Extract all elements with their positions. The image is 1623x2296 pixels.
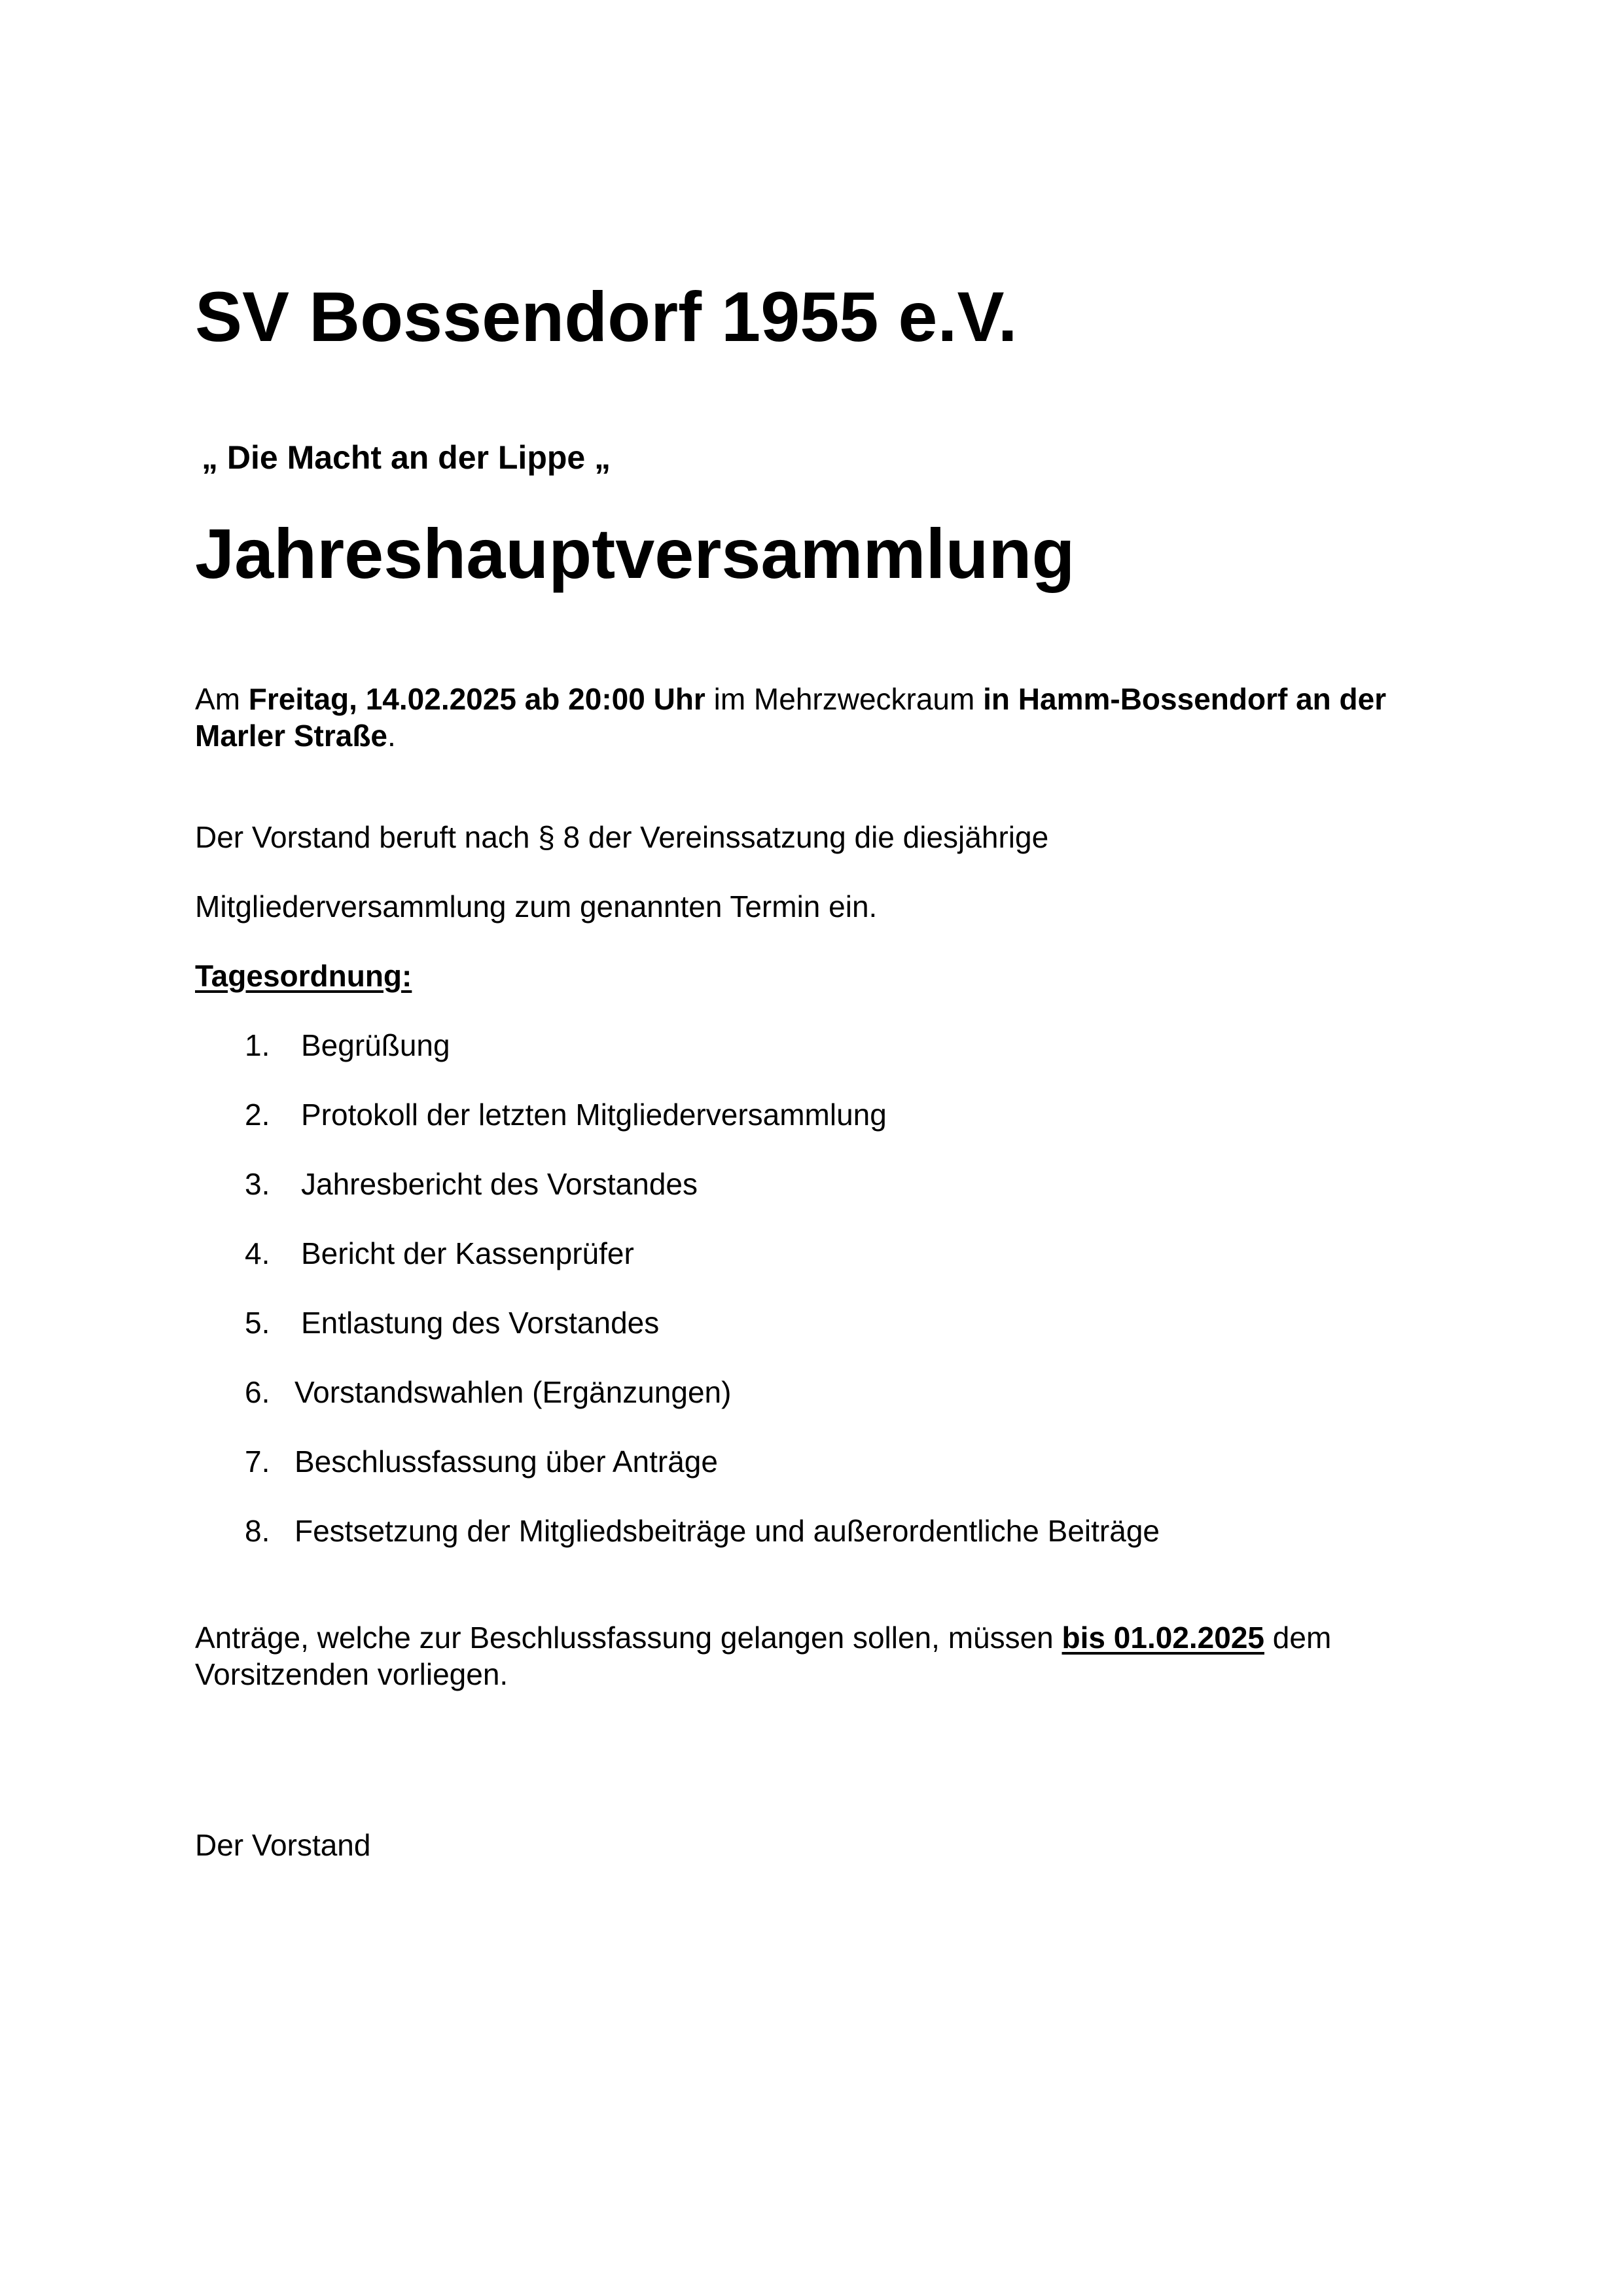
agenda-item-text: Jahresbericht des Vorstandes bbox=[301, 1167, 698, 1201]
agenda-item-number: 3. bbox=[245, 1167, 270, 1201]
agenda-item-text: Entlastung des Vorstandes bbox=[301, 1306, 660, 1340]
signature: Der Vorstand bbox=[195, 1828, 371, 1862]
meeting-date-time: Freitag, 14.02.2025 ab 20:00 Uhr bbox=[248, 682, 705, 716]
club-name: SV Bossendorf 1955 e.V. bbox=[195, 277, 1018, 356]
agenda-item-number: 6. bbox=[245, 1375, 270, 1409]
agenda-heading: Tagesordnung: bbox=[195, 959, 412, 993]
deadline-suffix: dem Vorsitzenden vorliegen. bbox=[195, 1621, 1332, 1691]
agenda-item-text: Vorstandswahlen (Ergänzungen) bbox=[294, 1375, 732, 1409]
agenda-item-text: Festsetzung der Mitgliedsbeiträge und außerordentliche Beiträge bbox=[294, 1514, 1160, 1548]
meeting-suffix: . bbox=[387, 719, 396, 753]
statement-line-2: Mitgliederversammlung zum genannten Termin ein. bbox=[195, 889, 878, 924]
agenda-item-text: Begrüßung bbox=[301, 1028, 450, 1062]
agenda-item-text: Beschlussfassung über Anträge bbox=[294, 1444, 718, 1479]
agenda-item-text: Bericht der Kassenprüfer bbox=[301, 1236, 634, 1270]
statement-line-1: Der Vorstand beruft nach § 8 der Vereinssatzung die diesjährige bbox=[195, 820, 1049, 854]
deadline-date: bis 01.02.2025 bbox=[1061, 1621, 1265, 1655]
club-motto: „ Die Macht an der Lippe „ bbox=[202, 439, 611, 476]
agenda-item-number: 1. bbox=[245, 1028, 270, 1062]
meeting-location: in Hamm-Bossendorf an der Marler Straße bbox=[195, 682, 1387, 753]
deadline-notice bbox=[195, 1619, 1438, 1693]
meeting-info bbox=[195, 681, 1438, 754]
agenda-item-number: 8. bbox=[245, 1514, 270, 1548]
agenda-item-number: 4. bbox=[245, 1236, 270, 1270]
agenda-item-number: 7. bbox=[245, 1444, 270, 1479]
document-title: Jahreshauptversammlung bbox=[195, 514, 1075, 593]
meeting-prefix: Am bbox=[195, 682, 249, 716]
agenda-item-number: 5. bbox=[245, 1306, 270, 1340]
meeting-middle: im Mehrzweckraum bbox=[705, 682, 984, 716]
agenda-item-text: Protokoll der letzten Mitgliederversammlung bbox=[301, 1098, 887, 1132]
agenda-item-number: 2. bbox=[245, 1098, 270, 1132]
deadline-prefix: Anträge, welche zur Beschlussfassung gelangen sollen, müssen bbox=[195, 1621, 1062, 1655]
